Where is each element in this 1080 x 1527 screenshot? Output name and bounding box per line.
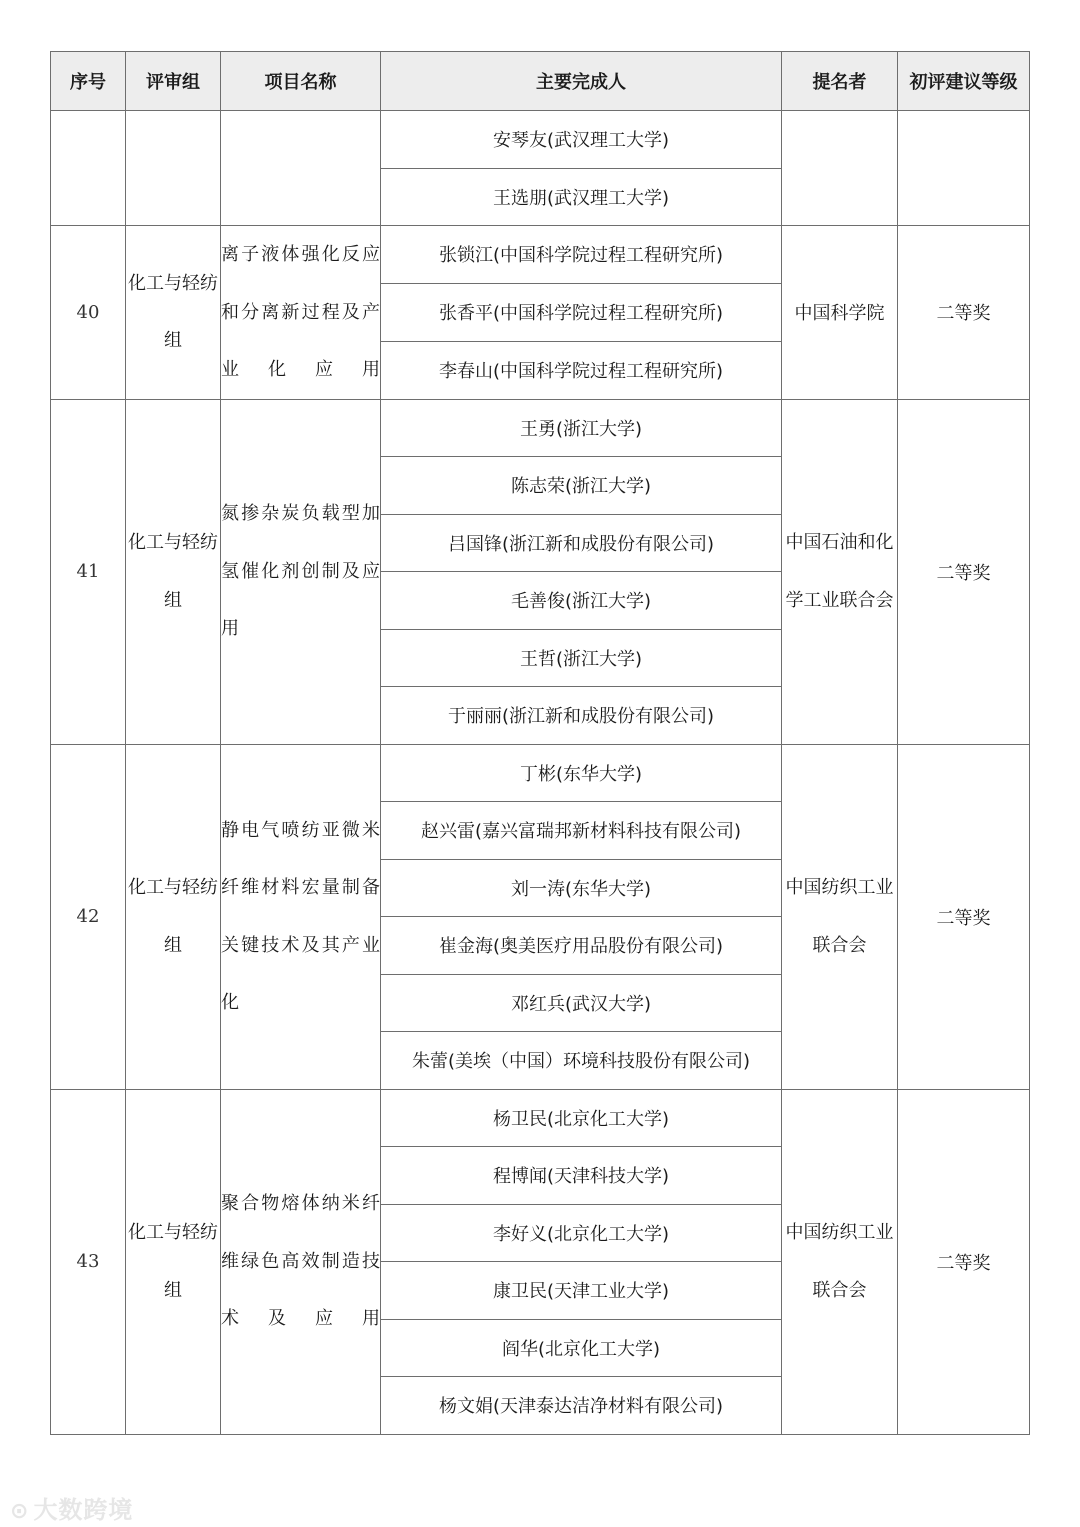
header-seq: 序号 [51,52,126,111]
header-level: 初评建议等级 [898,52,1030,111]
nominator-cell: 中国石油和化学工业联合会 [782,399,898,744]
person-cell: 刘一涛(东华大学) [381,859,782,917]
person-cell: 吕国锋(浙江新和成股份有限公司) [381,514,782,572]
project-cell [221,111,381,226]
seq-cell [51,111,126,226]
table-row [51,111,1030,169]
person-cell: 康卫民(天津工业大学) [381,1262,782,1320]
watermark [10,1490,133,1525]
project-cell: 聚合物熔体纳米纤维绿色高效制造技术及应用 [221,1089,381,1434]
table-row [51,399,1030,457]
person-cell: 杨卫民(北京化工大学) [381,1089,782,1147]
person-cell: 杨文娟(天津泰达洁净材料有限公司) [381,1377,782,1435]
table-row [51,1089,1030,1147]
project-cell: 离子液体强化反应和分离新过程及产业化应用 [221,226,381,400]
person-cell: 陈志荣(浙江大学) [381,457,782,515]
group-cell: 化工与轻纺组 [126,226,221,400]
header-people: 主要完成人 [381,52,782,111]
seq-cell: 41 [51,399,126,744]
watermark-logo-icon: ⊙ [10,1499,30,1524]
table-row [51,226,1030,284]
group-cell [126,111,221,226]
awards-table [50,51,1030,1435]
header-project: 项目名称 [221,52,381,111]
nominator-cell: 中国纺织工业联合会 [782,1089,898,1434]
person-cell: 程博闻(天津科技大学) [381,1147,782,1205]
level-cell: 二等奖 [898,744,1030,1089]
person-cell: 张锁江(中国科学院过程工程研究所) [381,226,782,284]
person-cell: 毛善俊(浙江大学) [381,572,782,630]
level-cell: 二等奖 [898,226,1030,400]
project-cell: 氮掺杂炭负载型加氢催化剂创制及应用 [221,399,381,744]
group-cell: 化工与轻纺组 [126,744,221,1089]
group-cell: 化工与轻纺组 [126,1089,221,1434]
level-cell: 二等奖 [898,399,1030,744]
header-nominator: 提名者 [782,52,898,111]
person-cell: 阎华(北京化工大学) [381,1319,782,1377]
person-cell: 朱蕾(美埃（中国）环境科技股份有限公司) [381,1032,782,1090]
person-cell: 李好义(北京化工大学) [381,1204,782,1262]
table-row [51,744,1030,802]
header-row [51,52,1030,111]
person-cell: 赵兴雷(嘉兴富瑞邦新材料科技有限公司) [381,802,782,860]
header-group: 评审组 [126,52,221,111]
nominator-cell: 中国科学院 [782,226,898,400]
person-cell: 张香平(中国科学院过程工程研究所) [381,283,782,341]
person-cell: 于丽丽(浙江新和成股份有限公司) [381,687,782,745]
project-cell: 静电气喷纺亚微米纤维材料宏量制备关键技术及其产业化 [221,744,381,1089]
seq-cell: 43 [51,1089,126,1434]
person-cell: 邓红兵(武汉大学) [381,974,782,1032]
person-cell: 王勇(浙江大学) [381,399,782,457]
nominator-cell: 中国纺织工业联合会 [782,744,898,1089]
watermark-text: 大数跨境 [33,1496,134,1524]
seq-cell: 42 [51,744,126,1089]
level-cell: 二等奖 [898,1089,1030,1434]
person-cell: 李春山(中国科学院过程工程研究所) [381,341,782,399]
level-cell [898,111,1030,226]
seq-cell: 40 [51,226,126,400]
person-cell: 王哲(浙江大学) [381,629,782,687]
person-cell: 丁彬(东华大学) [381,744,782,802]
person-cell: 崔金海(奥美医疗用品股份有限公司) [381,917,782,975]
nominator-cell [782,111,898,226]
person-cell: 王选朋(武汉理工大学) [381,168,782,226]
person-cell: 安琴友(武汉理工大学) [381,111,782,169]
group-cell: 化工与轻纺组 [126,399,221,744]
